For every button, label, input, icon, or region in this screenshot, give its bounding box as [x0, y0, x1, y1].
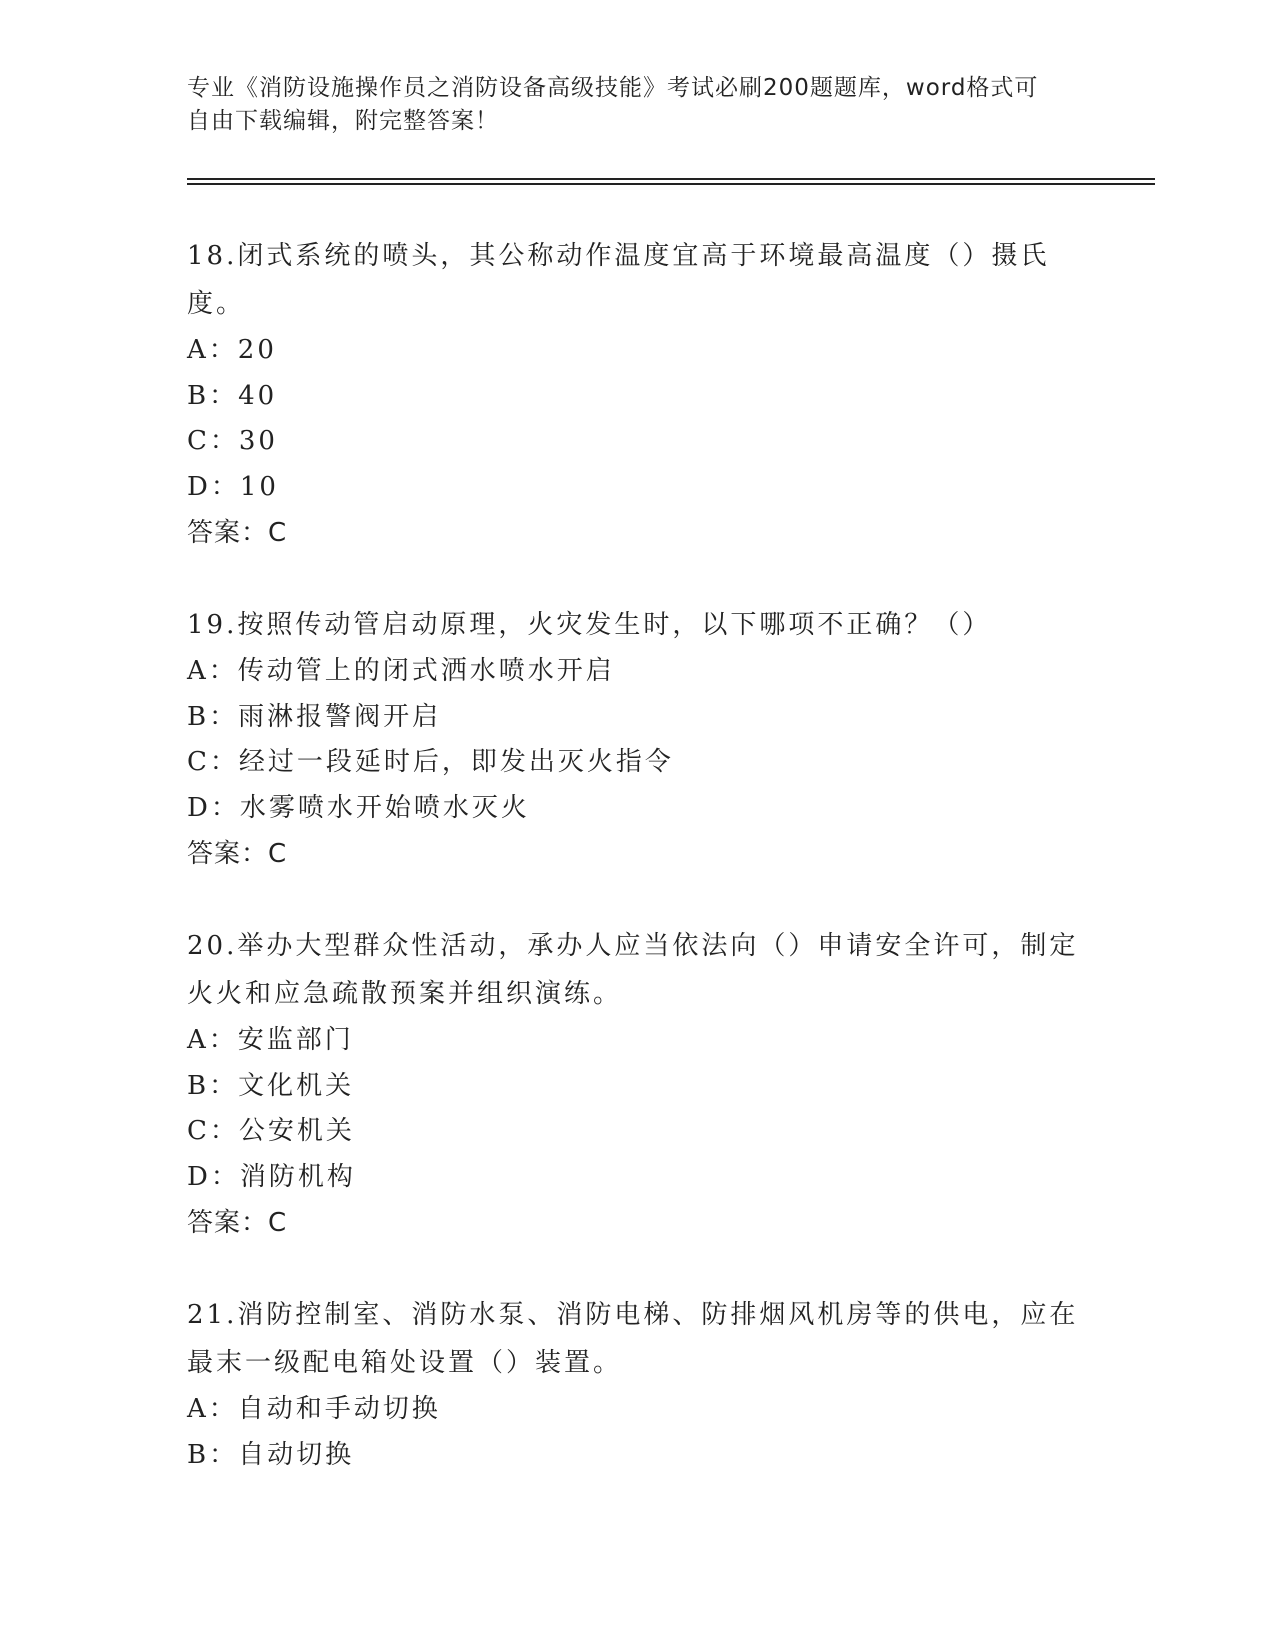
question-stem: 18.闭式系统的喷头，其公称动作温度宜高于环境最高温度（）摄氏度。 [187, 241, 1050, 319]
question-19 [187, 601, 1087, 877]
option-b: B：40 [187, 380, 278, 411]
option-d: D：10 [187, 471, 279, 502]
option-b: B：文化机关 [187, 1070, 355, 1101]
option-a: A：安监部门 [187, 1025, 354, 1055]
header-line-1: 专业《消防设施操作员之消防设备高级技能》考试必刷200题题库，word格式可 [187, 75, 1039, 101]
option-c: C：公安机关 [187, 1116, 355, 1146]
option-c: C：30 [187, 426, 278, 456]
option-a: A：20 [187, 335, 277, 365]
question-stem: 20.举办大型群众性活动，承办人应当依法向（）申请安全许可，制定火火和应急疏散预案并组织演练。 [187, 931, 1079, 1009]
answer: 答案：C [187, 518, 288, 548]
option-b: B：自动切换 [187, 1439, 355, 1470]
option-a: A：自动和手动切换 [187, 1394, 441, 1424]
header-rule-top [187, 178, 1155, 180]
question-list [187, 232, 1087, 1523]
question-18 [187, 232, 1087, 556]
question-stem: 19.按照传动管启动原理，火灾发生时，以下哪项不正确？（） [187, 610, 992, 640]
header-rule-bottom [187, 183, 1155, 185]
option-d: D：水雾喷水开始喷水灭火 [187, 792, 530, 823]
option-c: C：经过一段延时后，即发出灭火指令 [187, 747, 674, 777]
question-stem: 21.消防控制室、消防水泵、消防电梯、防排烟风机房等的供电，应在最末一级配电箱处设置（）装置。 [187, 1300, 1079, 1378]
document-header [187, 72, 1087, 138]
question-21 [187, 1291, 1087, 1478]
option-d: D：消防机构 [187, 1161, 356, 1192]
answer: 答案：C [187, 1208, 288, 1238]
answer: 答案：C [187, 839, 288, 869]
header-line-2: 自由下载编辑，附完整答案！ [187, 108, 499, 134]
option-a: A：传动管上的闭式洒水喷水开启 [187, 656, 615, 686]
question-20 [187, 922, 1087, 1246]
option-b: B：雨淋报警阀开启 [187, 701, 442, 732]
